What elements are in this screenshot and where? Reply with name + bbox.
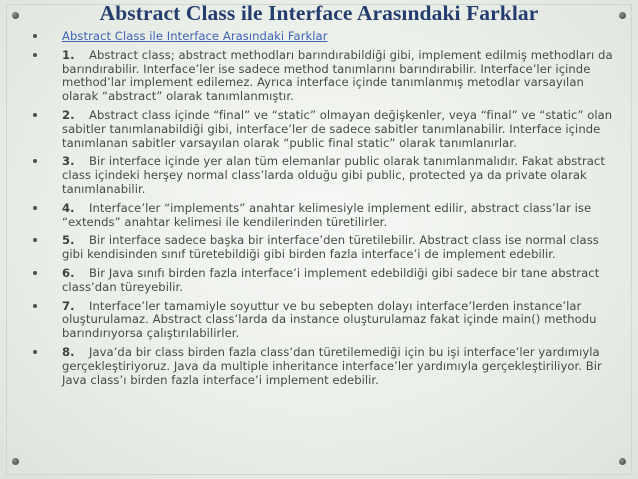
list-item: [33, 234, 623, 262]
item-number: 8.: [62, 344, 75, 359]
bottom-left-dot-icon: [12, 458, 19, 465]
item-text: Interface’ler tamamiyle soyuttur ve bu sebepten dolayı interface’lerden instance’lar oluşturulamaz. Abstract class’larda da instance oluşturulamaz fakat içinde main() methodu barındırıyorsa çalıştırılabilirler.: [62, 298, 597, 341]
item-text: Bir interface sadece başka bir interface’den türetilebilir. Abstract class ise normal class gibi kendisinden sınıf türetebildiği gibi birden fazla interface’i de implement edebilir.: [62, 233, 599, 262]
bullet-list: [33, 30, 623, 392]
bullet-dot-icon: [33, 53, 37, 57]
list-item: [33, 267, 623, 295]
bullet-dot-icon: [33, 271, 37, 275]
item-number: 7.: [62, 298, 75, 313]
list-item: [33, 300, 623, 341]
item-text: Bir interface içinde yer alan tüm elemanlar public olarak tanımlanmalıdır. Fakat abstract class içindeki herşey normal class’larda olduğu gibi public, protected ya da private olarak tanımlanabilir.: [62, 154, 605, 196]
item-number: 6.: [62, 265, 75, 280]
item-text: Bir Java sınıfı birden fazla interface’i implement edebildiği gibi sadece bir tane abstract class’dan türeyebilir.: [62, 265, 600, 294]
list-item: [33, 346, 623, 387]
list-item: [33, 30, 623, 44]
bullet-dot-icon: [33, 34, 37, 38]
item-text: Interface’ler “implements” anahtar kelimesiyle implement edilir, abstract class’lar ise “extends” anahtar kelimesi ile kendilerinden türetilirler.: [62, 200, 592, 229]
bullet-dot-icon: [33, 304, 37, 308]
item-text: Abstract class içinde “final” ve “static” olmayan değişkenler, veya “final” ve “static” olan sabitler tanımlanabildiği gibi, interface’ler de sadece sabitler tanımlanabilir. Interface içinde tanımlanan sabitler varsayılan olarak “public final static” olarak tanımlanırlar.: [62, 107, 613, 150]
bottom-right-dot-icon: [619, 458, 626, 465]
bullet-dot-icon: [33, 113, 37, 117]
bullet-dot-icon: [33, 159, 37, 163]
item-number: 5.: [62, 233, 75, 248]
item-text: Abstract class; abstract methodları barındırabildiği gibi, implement edilmiş methodları da barındırabilir. Interface’ler ise sadece method tanımlarını barındırabilir. Interface’ler içinde method’lar implement edilemez. Ayrıca interface içinde tanımlanmış metodlar varsayılan olarak “abstract” olarak tanımlanmıştır.: [62, 47, 613, 104]
item-number: 2.: [62, 107, 75, 122]
list-item: [33, 49, 623, 104]
bullet-dot-icon: [33, 350, 37, 354]
slide-title: Abstract Class ile Interface Arasındaki Farklar: [99, 1, 539, 25]
list-item: [33, 109, 623, 150]
item-text: Java’da bir class birden fazla class’dan türetilemediği için bu işi interface’ler yardımıyla gerçekleştiriyoruz. Java da multiple inheritance interface’ler yardımıyla gerçekleştiriliyor. Bir Java class’ı birden fazla interface’i implement edebilir.: [62, 344, 602, 387]
bullet-dot-icon: [33, 238, 37, 242]
item-number: 4.: [62, 200, 75, 215]
item-number: 1.: [62, 47, 75, 62]
item-number: 3.: [62, 154, 75, 169]
list-item: [33, 155, 623, 196]
list-item: [33, 202, 623, 230]
bullet-dot-icon: [33, 206, 37, 210]
title-link[interactable]: Abstract Class ile Interface Arasındaki Farklar: [62, 29, 328, 43]
